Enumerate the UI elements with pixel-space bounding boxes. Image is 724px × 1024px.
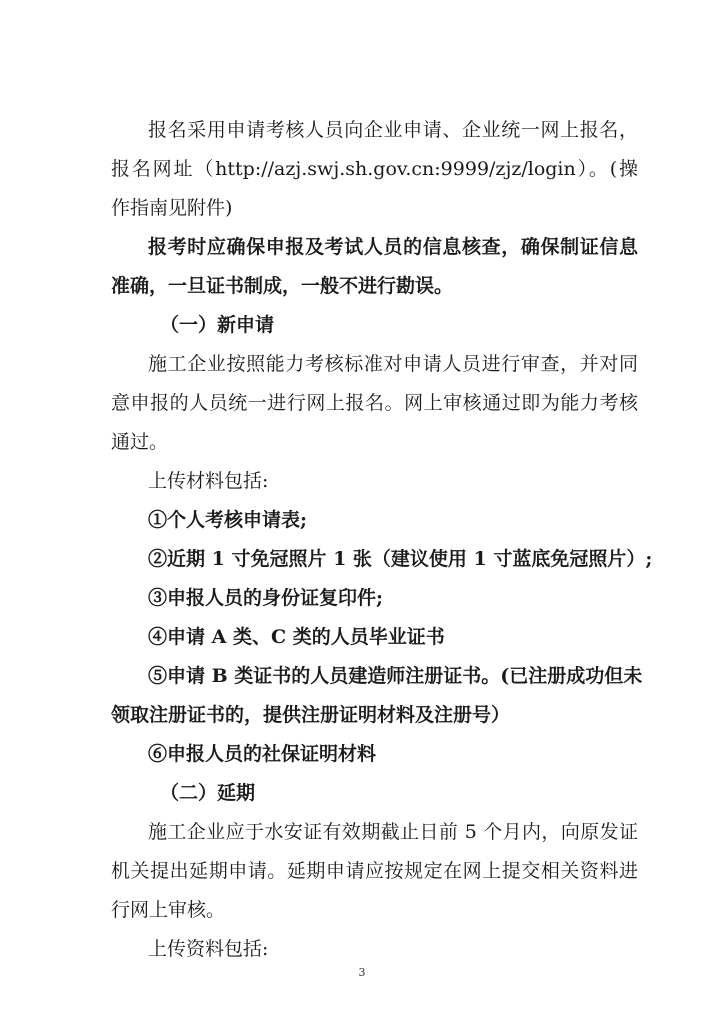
list-item: ③申报人员的身份证复印件; bbox=[148, 587, 384, 609]
section-heading-new-application: （一）新申请 bbox=[160, 314, 275, 336]
list-item: ④申请 A 类、C 类的人员毕业证书 bbox=[148, 626, 445, 648]
paragraph-extension-line-2: 机关提出延期申请。延期申请应按规定在网上提交相关资料进 bbox=[111, 860, 638, 882]
list-item: ①个人考核申请表; bbox=[148, 509, 308, 531]
paragraph-verification-line-1: 报考时应确保申报及考试人员的信息核查，确保制证信息 bbox=[148, 236, 638, 258]
paragraph-registration-line-1: 报名采用申请考核人员向企业申请、企业统一网上报名， bbox=[148, 119, 638, 141]
paragraph-registration-line-2: 报名网址（http://azj.swj.sh.gov.cn:9999/zjz/login）。(操 bbox=[111, 158, 638, 180]
list-item: ⑤申请 B 类证书的人员建造师注册证书。(已注册成功但未 bbox=[148, 665, 643, 687]
list-item-continuation: 领取注册证书的，提供注册证明材料及注册号） bbox=[111, 704, 511, 726]
paragraph-new-application-line-2: 意申报的人员统一进行网上报名。网上审核通过即为能力考核 bbox=[111, 392, 638, 414]
paragraph-new-application-line-1: 施工企业按照能力考核标准对申请人员进行审查，并对同 bbox=[148, 353, 638, 375]
paragraph-registration-line-3: 作指南见附件) bbox=[111, 197, 233, 219]
page-number: 3 bbox=[358, 966, 366, 979]
section-heading-extension: （二）延期 bbox=[160, 782, 256, 804]
list-item: ⑥申报人员的社保证明材料 bbox=[148, 743, 377, 765]
paragraph-verification-line-2: 准确，一旦证书制成，一般不进行勘误。 bbox=[111, 275, 454, 297]
paragraph-extension-line-1: 施工企业应于水安证有效期截止日前 5 个月内，向原发证 bbox=[148, 821, 638, 843]
paragraph-new-application-line-3: 通过。 bbox=[111, 431, 169, 453]
upload-materials-label: 上传材料包括: bbox=[148, 470, 269, 492]
paragraph-extension-line-3: 行网上审核。 bbox=[111, 899, 226, 921]
list-item: ②近期 1 寸免冠照片 1 张（建议使用 1 寸蓝底免冠照片）; bbox=[148, 548, 653, 570]
upload-documents-label: 上传资料包括: bbox=[148, 938, 269, 960]
